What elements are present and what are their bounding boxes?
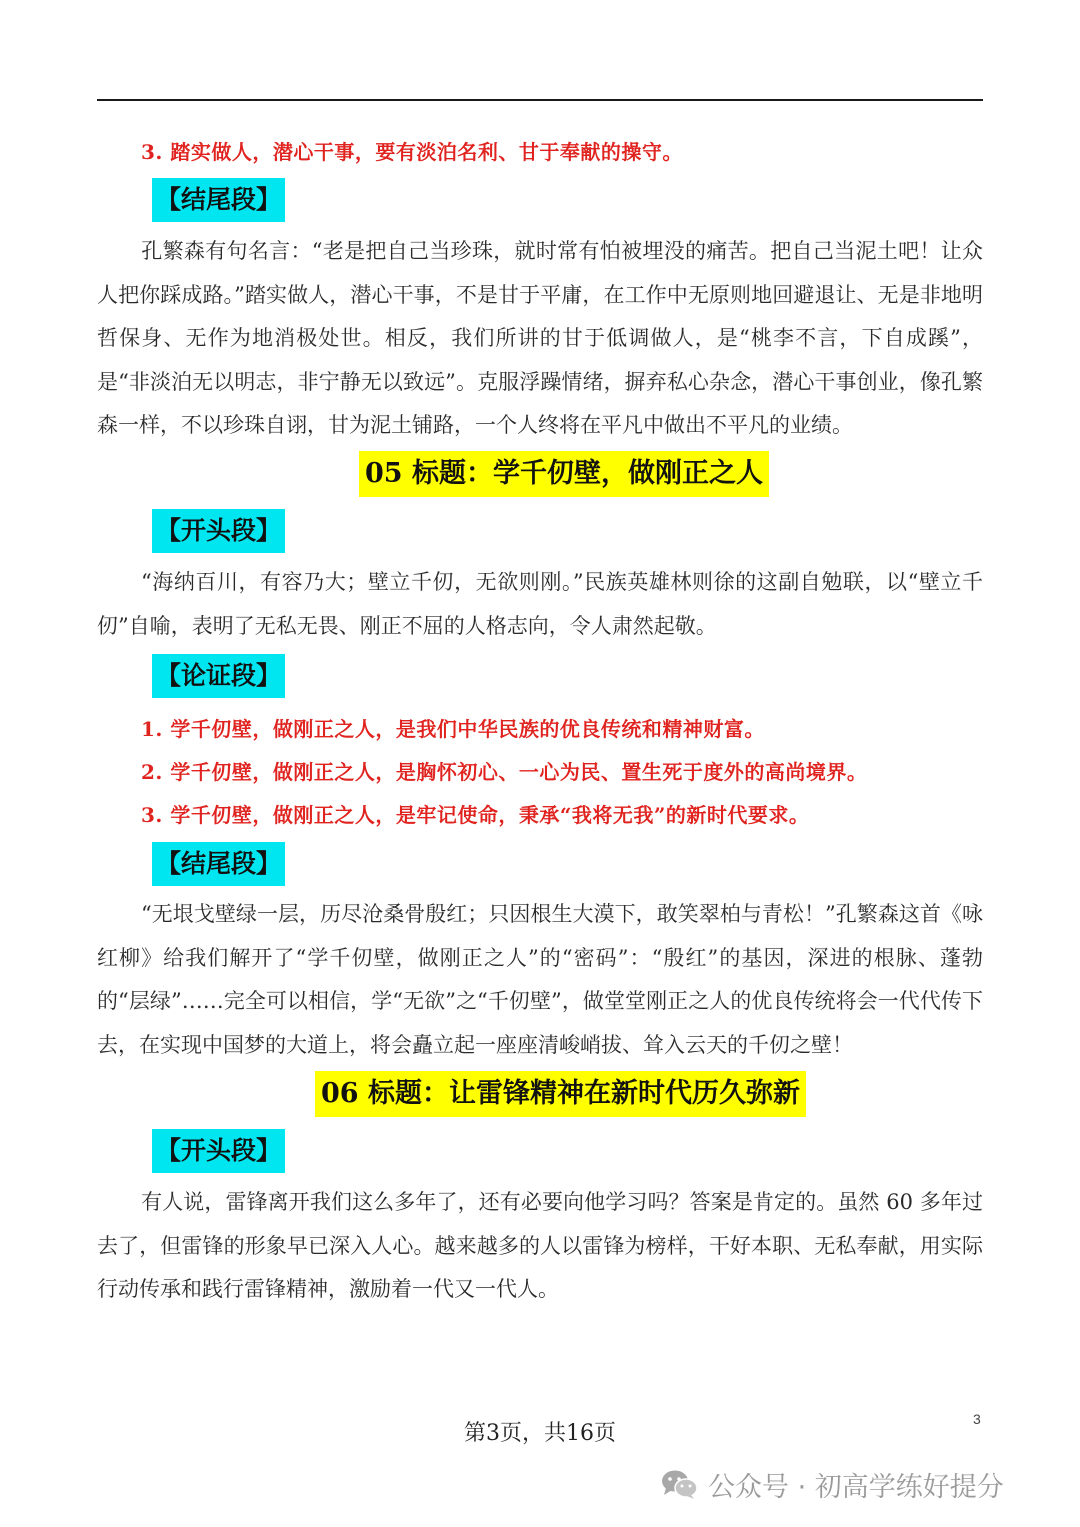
page-number: 3 (973, 1411, 981, 1427)
argument-point-2: 2. 学千仞壁，做刚正之人，是胸怀初心、一心为民、置生死于度外的高尚境界。 (141, 760, 868, 784)
header-rule (97, 99, 983, 101)
opening-tag-06: 【开头段】 (152, 1129, 285, 1173)
point-3-prev: 3. 踏实做人，潜心干事，要有淡泊名利、甘于奉献的操守。 (141, 140, 683, 164)
watermark (660, 1462, 1004, 1506)
argument-tag-05: 【论证段】 (152, 654, 285, 698)
conclusion-tag-04: 【结尾段】 (152, 178, 285, 222)
argument-point-3: 3. 学千仞壁，做刚正之人，是牢记使命，秉承“我将无我”的新时代要求。 (141, 803, 810, 827)
conclusion-tag-05: 【结尾段】 (152, 842, 285, 886)
opening-paragraph-05 (97, 561, 983, 648)
opening-text-05: “海纳百川，有容乃大；壁立千仞，无欲则刚。”民族英雄林则徐的这副自勉联，以“壁立千仞”自喻，表明了无私无畏、刚正不屈的人格志向，令人肃然起敬。 (97, 570, 983, 638)
conclusion-text-04: 孔繁森有句名言：“老是把自己当珍珠，就时常有怕被埋没的痛苦。把自己当泥土吧！让众人把你踩成路。”踏实做人，潜心干事，不是甘于平庸，在工作中无原则地回避退让、无是非地明哲保身、无作为地消极处世。相反，我们所讲的甘于低调做人，是“桃李不言，下自成蹊”，是“非淡泊无以明志，非宁静无以致远”。克服浮躁情绪，摒弃私心杂念，潜心干事创业，像孔繁森一样，不以珍珠自诩，甘为泥土铺路，一个人终将在平凡中做出不平凡的业绩。 (97, 239, 983, 437)
opening-paragraph-06 (97, 1181, 983, 1312)
opening-tag-05: 【开头段】 (152, 509, 285, 553)
argument-point-1: 1. 学千仞壁，做刚正之人，是我们中华民族的优良传统和精神财富。 (141, 717, 765, 741)
wechat-icon (660, 1468, 698, 1500)
opening-text-06: 有人说，雷锋离开我们这么多年了，还有必要向他学习吗？答案是肯定的。虽然 60 多年过去了，但雷锋的形象早已深入人心。越来越多的人以雷锋为榜样，干好本职、无私奉献，用实际行动传承和践行雷锋精神，激励着一代又一代人。 (97, 1190, 983, 1301)
section-title-05: 05 标题：学千仞壁，做刚正之人 (359, 451, 769, 497)
watermark-text: 公众号 · 初高学练好提分 (708, 1471, 1004, 1503)
section-title-06: 06 标题：让雷锋精神在新时代历久弥新 (315, 1071, 806, 1117)
conclusion-text-05: “无垠戈壁绿一层，历尽沧桑骨殷红；只因根生大漠下，敢笑翠柏与青松！”孔繁森这首《咏红柳》给我们解开了“学千仞壁，做刚正之人”的“密码”：“殷红”的基因，深进的根脉、蓬勃的“层绿”……完全可以相信，学“无欲”之“千仞壁”，做堂堂刚正之人的优良传统将会一代代传下去，在实现中国梦的大道上，将会矗立起一座座清峻峭拔、耸入云天的千仞之壁！ (97, 902, 983, 1057)
conclusion-paragraph-04 (97, 230, 983, 448)
conclusion-paragraph-05 (97, 893, 983, 1067)
page-footer: 第3页，共16页 (464, 1421, 616, 1446)
